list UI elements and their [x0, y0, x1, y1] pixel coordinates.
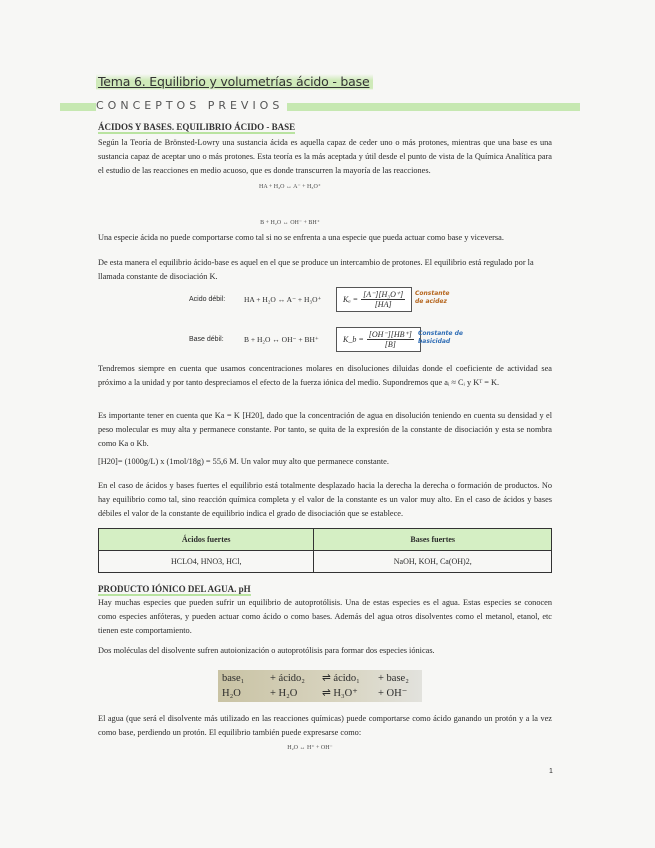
paragraph-water: El agua (que será el disolvente más utilizado en las reacciones químicas) puede comportarse como ácido ganando un protón y a la vez como base, perdiendo un protón. El equilibrio también puede expresarse como: — [98, 714, 552, 737]
base-note: Constante de basicidad — [418, 330, 463, 345]
r1c1: base₁ — [222, 673, 245, 684]
page-number: 1 — [549, 768, 553, 775]
denominator: [HA] — [374, 300, 392, 309]
equation-base: B + H₂O ↔ OH⁻ + BH⁺ — [260, 220, 320, 226]
paragraph-water-constant: Es importante tener en cuenta que Ka = K [H20], dado que la concentración de agua en disolución teniendo en cuenta su densidad y el peso molecular es muy alta y permanece constante. Por tanto, se quita de la expresión de la constante de disociación y esta se nombra como Ka o Kb. — [98, 411, 552, 448]
autoprotolysis-reaction — [218, 670, 422, 702]
r1c4: + base₂ — [378, 673, 409, 684]
document-title: Tema 6. Equilibrio y volumetrías ácido - base — [96, 74, 373, 90]
equation-acid: HA + H₂O ↔ A⁻ + H₃O⁺ — [259, 184, 321, 190]
kb-fraction — [367, 330, 414, 349]
cell-bases: NaOH, KOH, Ca(OH)2, — [314, 551, 552, 573]
heading-text: PRODUCTO IÓNICO DEL AGUA. pH — [98, 584, 251, 594]
base-label: Base débil: — [189, 336, 224, 343]
paragraph-species: Una especie ácida no puede comportarse como tal si no se enfrenta a una especie que pueda actuar como base y viceversa. — [98, 233, 504, 242]
r2c1: H₂O — [222, 688, 241, 699]
paragraph-bronsted: Según la Teoría de Brönsted-Lowry una sustancia ácida es aquella capaz de ceder uno o más protones, mientras que una base es una sustancia capaz de aceptar uno o más protones. Esta teoría es la más aceptada y útil desde el punto de vista de la Química Analítica para el estudio de las reacciones en medio acuoso, que es donde transcurren la mayoría de las reacciones. — [98, 138, 552, 175]
ka-symbol: Kₐ = — [343, 295, 359, 304]
paragraph-concentrations: Tendremos siempre en cuenta que usamos concentraciones molares en disoluciones diluidas donde el coeficiente de actividad sea próximo a la unidad y por tanto despreciamos el efecto de la fuerza iónica del medio. Supondremos que aᵢ ≈ Cᵢ y Kᵀ = K. — [98, 364, 552, 387]
ka-fraction — [361, 290, 405, 309]
denominator: [B] — [384, 340, 396, 349]
strong-acids-bases-table — [98, 528, 552, 573]
r2c2: + H₂O — [270, 688, 298, 699]
acid-note: Constante de acidez — [415, 290, 450, 305]
paragraph-equilibrium: De esta manera el equilibrio ácido-base es aquel en el que se produce un intercambio de protones. El equilibrio está regulado por la llamada constante de disociación K. — [98, 258, 534, 281]
numerator: [OH⁻][HB⁺] — [368, 330, 412, 339]
r2c4: + OH⁻ — [378, 688, 408, 699]
kb-symbol: K_b = — [343, 335, 364, 344]
header-bases: Bases fuertes — [314, 529, 552, 551]
numerator: [A⁻][H₃O⁺] — [363, 290, 404, 299]
paragraph-strong: En el caso de ácidos y bases fuertes el equilibrio está totalmente desplazado hacia la derecha la derecha o formación de productos. No hay equilibrio como tal, sino reacción química completa y el valor de la constante es un valor muy alto. En el caso de ácidos y bases débiles el valor de la constante de equilibrio indica el grado de disociación que se establece. — [98, 481, 552, 518]
heading-water-product — [98, 584, 251, 594]
base-constant-formula — [336, 327, 421, 352]
equation-water: H₂O ↔ H⁺ + OH⁻ — [287, 745, 333, 751]
paragraph-two-molecules: Dos moléculas del disolvente sufren autoionización o autoprotólisis para formar dos especies iónicas. — [98, 646, 435, 655]
paragraph-water-concentration: [H20]= (1000g/L) x (1mol/18g) = 55,6 M. Un valor muy alto que permanece constante. — [98, 457, 389, 466]
r1c3: ⇌ ácido₁ — [322, 673, 360, 684]
section-title: CONCEPTOS PREVIOS — [96, 99, 287, 112]
r1c2: + ácido₂ — [270, 673, 305, 684]
paragraph-autoprotolysis: Hay muchas especies que pueden sufrir un equilibrio de autoprotólisis. Una de estas especies es el agua. Estas especies se conocen como especies anfóteras, y pueden actuar como ácido o como bases. Además del agua otros disolventes como el metanol, etanol, etc tienen este comportamiento. — [98, 598, 552, 635]
base-reaction: B + H₂O ↔ OH⁻ + BH⁺ — [244, 335, 319, 344]
acid-constant-formula — [336, 287, 412, 312]
heading-acids-bases — [98, 122, 295, 132]
acid-label: Acido débil: — [189, 296, 226, 303]
cell-acids: HCLO4, HNO3, HCl, — [99, 551, 314, 573]
header-acids: Ácidos fuertes — [99, 529, 314, 551]
acid-reaction: HA + H₂O ↔ A⁻ + H₃O⁺ — [244, 295, 322, 304]
r2c3: ⇌ H₃O⁺ — [322, 688, 358, 699]
heading-text: ÁCIDOS Y BASES. EQUILIBRIO ÁCIDO - BASE — [98, 122, 296, 132]
